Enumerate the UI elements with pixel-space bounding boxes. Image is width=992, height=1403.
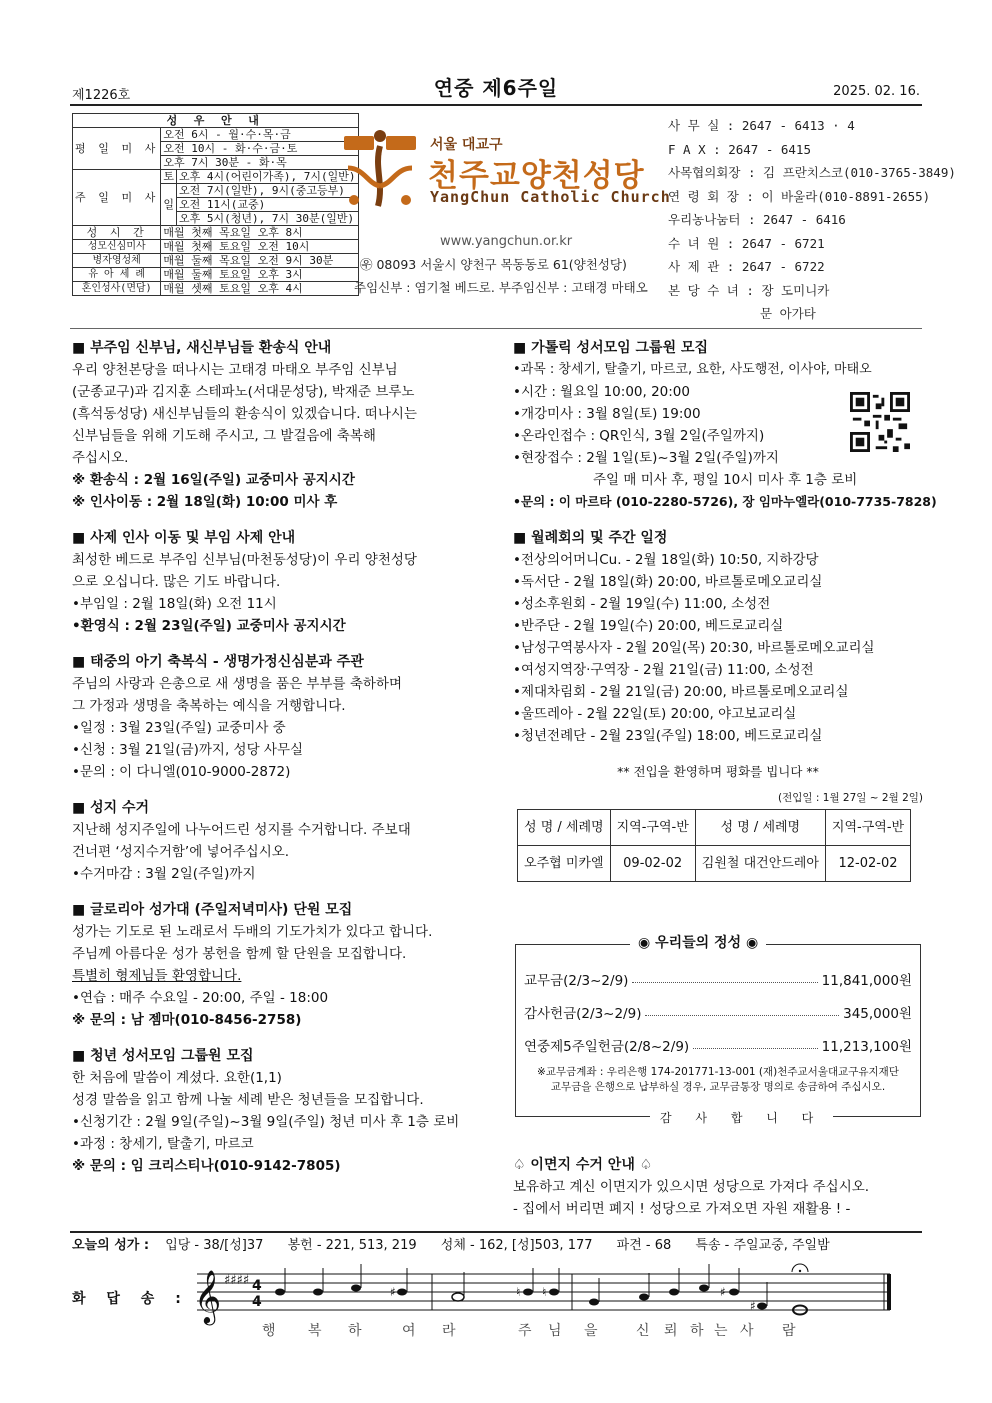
list-item: •남성구역봉사자 - 2월 20일(목) 20:30, 바르톨로메오교리실 (513, 640, 875, 656)
table-header: 지역-구역-반 (610, 810, 695, 846)
header-divider (70, 104, 922, 106)
row-label: 성모신심미사 (73, 240, 161, 254)
text-line: •부임일 : 2월 18일(화) 오전 11시 (72, 596, 277, 612)
contact-line: 사 무 실 : 2647 - 6413 · 4 (668, 118, 855, 133)
schedule-line: 오전 10시 - 화·수·금·토 (161, 142, 358, 156)
offering-label: 감사헌금(2/3~2/9) (524, 1006, 642, 1022)
account-note: 교무금을 은행으로 납부하실 경우, 교무금통장 명의로 송금하여 주십시오. (550, 1081, 886, 1093)
section-title: ■ 성지 수거 (72, 800, 150, 816)
text-line: 주일 매 미사 후, 평일 10시 미사 후 1층 로비 (593, 472, 858, 488)
palm-collection-section (72, 797, 482, 885)
text-line: 주님의 사랑과 은총으로 새 생명을 품은 부부를 축하하며 (72, 676, 402, 692)
hymn-dismissal: 파견 - 68 (616, 1238, 672, 1253)
contact-line: 우리농나눔터 : 2647 - 6416 (668, 212, 846, 227)
text-line: ※ 문의 : 임 크리스티나(010-9142-7805) (72, 1158, 341, 1174)
address: ㉾ 08093 서울시 양천구 목동동로 61(양천성당) (360, 257, 627, 272)
lyric-syllable: 을 (584, 1323, 598, 1339)
website-link[interactable]: www.yangchun.or.kr (440, 234, 573, 249)
text-line: •환영식 : 2월 23일(주일) 교중미사 공지시간 (72, 618, 346, 634)
issue-number: 제1226호 (72, 88, 131, 103)
svg-text:♯: ♯ (390, 1285, 396, 1299)
hymn-special: 특송 - 주일교중, 주일밤 (695, 1238, 830, 1253)
psalm-label: 화 답 송 : (72, 1291, 189, 1307)
lyric-syllable: 하 (690, 1323, 704, 1339)
text-line: •수거마감 : 3월 2일(주일)까지 (72, 866, 256, 882)
schedule-line: 오전 11시(교중) (177, 198, 359, 212)
text-line: - 집에서 버리면 폐지 ! 성당으로 가져오면 자원 재활용 ! - (513, 1201, 851, 1217)
table-header: 성 명 / 세례명 (518, 810, 611, 846)
lyric-syllable: 라 (442, 1323, 456, 1339)
text-line: •일정 : 3월 23일(주일) 교중미사 중 (72, 720, 286, 736)
choir-section (72, 899, 482, 1031)
farewell-section (72, 337, 482, 513)
sunday-mass-label: 주 일 미 사 (73, 170, 161, 226)
weekday-mass-label: 평 일 미 사 (73, 128, 161, 170)
offering-title: ◉ 우리들의 정성 ◉ (630, 932, 766, 952)
lyric-syllable: 님 (548, 1323, 562, 1339)
list-item: •청년전례단 - 2월 23일(주일) 18:00, 베드로교리실 (513, 728, 823, 744)
newcomer-table (517, 809, 911, 882)
lyric-syllable: 하 (348, 1323, 362, 1339)
welcome-period: (전입일 : 1월 27일 ~ 2월 2일) (778, 792, 923, 804)
youth-bible-section (72, 1045, 482, 1177)
offering-rows (524, 969, 912, 1095)
hymn-communion: 성체 - 162, [성]503, 177 (440, 1238, 593, 1253)
text-line: •문의 : 이 마르타 (010-2280-5726), 장 임마누엘라(010-7735-7828) (513, 494, 937, 509)
offering-label: 교무금(2/3~2/9) (524, 973, 629, 989)
dot-leader (693, 1041, 817, 1049)
text-line: ※ 문의 : 남 젬마(010-8456-2758) (72, 1012, 302, 1028)
svg-text:4: 4 (252, 1294, 262, 1310)
text-line: 보유하고 계신 이면지가 있으시면 성당으로 가져다 주십시오. (513, 1179, 870, 1195)
text-line: (흑석동성당) 새신부님들의 환송식이 있겠습니다. 떠나시는 (72, 406, 417, 422)
schedule-line: 오후 7시 30분 - 화·목 (161, 156, 358, 170)
mass-schedule-table (72, 113, 359, 296)
left-column (72, 337, 482, 1191)
svg-text:♯: ♯ (720, 1285, 726, 1299)
hymn-entry: 입당 - 38/[성]37 (165, 1238, 264, 1253)
schedule-line: 매월 둘째 목요일 오전 9시 30분 (161, 254, 358, 268)
paper-collection-section (513, 1154, 923, 1220)
svg-text:𝄞: 𝄞 (194, 1269, 222, 1323)
text-line: •현장접수 : 2월 1일(토)~3월 2일(주일)까지 (513, 450, 779, 466)
lyric-syllable: 여 (402, 1323, 416, 1339)
text-line: 그 가정과 생명을 축복하는 예식을 거행합니다. (72, 698, 346, 714)
saturday-marker: 토 (161, 170, 177, 184)
text-line: 성경 말씀을 읽고 함께 나눌 세례 받은 청년들을 모집합니다. (72, 1092, 424, 1108)
svg-text:♮: ♮ (542, 1285, 547, 1299)
text-line: 한 처음에 말씀이 계셨다. 요한(1,1) (72, 1070, 282, 1086)
qr-code-icon[interactable] (850, 392, 910, 452)
lyric-syllable: 주 (518, 1323, 532, 1339)
text-line: (군종교구)과 김지훈 스테파노(서대문성당), 박재준 브루노 (72, 384, 415, 400)
row-label: 유 아 세 례 (73, 268, 161, 282)
issue-date: 2025. 02. 16. (833, 84, 920, 99)
list-item: •울뜨레아 - 2월 22일(토) 20:00, 야고보교리실 (513, 706, 797, 722)
text-line: •신청기간 : 2월 9일(주일)~3월 9일(주일) 청년 미사 후 1층 로비 (72, 1114, 460, 1130)
new-priest-section (72, 527, 482, 637)
table-cell: 오주협 미카엘 (518, 846, 611, 882)
text-line: •온라인접수 : QR인식, 3월 2일(주일까지) (513, 428, 765, 444)
text-line: 신부님들을 위해 기도해 주시고, 그 발걸음에 축복해 (72, 428, 376, 444)
schedule-line: 오전 6시 - 월·수·목·금 (161, 128, 358, 142)
table-header: 지역-구역-반 (825, 810, 910, 846)
section-title: ■ 태중의 아기 축복식 - 생명가정신심분과 주관 (72, 654, 364, 670)
baby-blessing-section (72, 651, 482, 783)
church-logo-icon (344, 128, 416, 208)
list-item: •전상의어머니Cu. - 2월 18일(화) 10:50, 지하강당 (513, 552, 819, 568)
sunday-marker: 일 (161, 184, 177, 226)
text-line: •문의 : 이 다니엘(010-9000-2872) (72, 764, 291, 780)
thanks-text: 감 사 합 니 다 (650, 1109, 833, 1126)
table-cell: 09-02-02 (610, 846, 695, 882)
list-item: •여성지역장·구역장 - 2월 21일(금) 11:00, 소성전 (513, 662, 814, 678)
hymn-offertory: 봉헌 - 221, 513, 219 (287, 1238, 417, 1253)
contact-line: 사목협의회장 : 김 프란치스코(010-3765-3849) (668, 165, 956, 180)
page-title: 연중 제6주일 (433, 76, 559, 100)
section-title: ■ 사제 인사 이동 및 부임 사제 안내 (72, 530, 296, 546)
lyric-syllable: 뢰 (664, 1323, 678, 1339)
schedule-line: 매월 첫째 토요일 오전 10시 (161, 240, 358, 254)
text-line: 주십시오. (72, 450, 129, 466)
schedule-line: 오후 4시(어린이가족), 7시(일반) (177, 170, 359, 184)
text-line: 건너편 ‘성지수거함’에 넣어주십시오. (72, 844, 290, 860)
offering-amount: 11,213,100원 (821, 1039, 912, 1055)
weekly-schedule-section (513, 527, 923, 747)
lyric-syllable: 람 (782, 1323, 796, 1339)
lyric-syllable: 사 (740, 1323, 754, 1339)
text-line: ※ 인사이동 : 2월 18일(화) 10:00 미사 후 (72, 494, 338, 510)
dot-leader (645, 1008, 839, 1016)
text-line: ※ 환송식 : 2월 16일(주일) 교중미사 공지시간 (72, 472, 355, 488)
list-item: •독서단 - 2월 18일(화) 20:00, 바르톨로메오교리실 (513, 574, 823, 590)
text-line: •개강미사 : 3월 8일(토) 19:00 (513, 406, 701, 422)
text-line: •과목 : 창세기, 탈출기, 마르코, 요한, 사도행전, 이사야, 마태오 (513, 362, 872, 377)
section-title: ■ 부주임 신부님, 새신부님들 환송식 안내 (72, 340, 332, 356)
section-title: ■ 가톨릭 성서모임 그룹원 모집 (513, 340, 709, 356)
offering-row (524, 1002, 912, 1022)
text-line: 지난해 성지주일에 나누어드린 성지를 수거합니다. 주보대 (72, 822, 411, 838)
logo-subtitle: 서울 대교구 (430, 137, 503, 153)
section-title: ♤ 이면지 수거 안내 ♤ (513, 1157, 653, 1173)
footer-divider (70, 1231, 922, 1233)
text-line: 주님께 아름다운 성가 봉헌을 함께 할 단원을 모집합니다. (72, 946, 407, 962)
text-line: •연습 : 매주 수요일 - 20:00, 주일 - 18:00 (72, 990, 329, 1006)
schedule-line: 매월 셋째 토요일 오후 4시 (161, 282, 358, 296)
offering-amount: 11,841,000원 (821, 973, 912, 989)
offering-row (524, 969, 912, 989)
svg-text:♯♯♯♯: ♯♯♯♯ (224, 1273, 250, 1288)
offering-label: 연중제5주일헌금(2/8~2/9) (524, 1039, 690, 1055)
text-line: 특별히 형제님들 환영합니다. (72, 968, 242, 984)
logo-title: 천주교양천성당 (428, 158, 645, 194)
list-item: •반주단 - 2월 19일(수) 20:00, 베드로교리실 (513, 618, 784, 634)
schedule-line: 매월 첫째 목요일 오후 8시 (161, 226, 358, 240)
table-cell: 12-02-02 (825, 846, 910, 882)
contact-line: 사 제 관 : 2647 - 6722 (668, 259, 825, 274)
contact-line: 수 녀 원 : 2647 - 6721 (668, 235, 825, 251)
schedule-line: 오전 7시(일반), 9시(중고등부) (177, 184, 359, 198)
text-line: •신청 : 3월 21일(금)까지, 성당 사무실 (72, 742, 304, 758)
offering-box (515, 944, 921, 1117)
schedule-line: 오후 5시(청년), 7시 30분(일반) (177, 212, 359, 226)
row-label: 혼인성사(면담) (73, 282, 161, 296)
text-line: •시간 : 월요일 10:00, 20:00 (513, 384, 690, 400)
table-header: 성 명 / 세례명 (695, 810, 825, 846)
mass-table-caption: 성 우 안 내 (73, 114, 359, 128)
contact-list (668, 114, 956, 326)
account-note: ※교무금계좌 : 우리은행 174-201771-13-001 (재)천주교서울대교구유지재단 (537, 1066, 899, 1078)
lyric-syllable: 는 (714, 1323, 728, 1339)
hymn-label: 오늘의 성가 : (72, 1238, 150, 1253)
text-line: 으로 오십니다. 많은 기도 바랍니다. (72, 574, 281, 590)
contact-line: 연 령 회 장 : 이 바울라(010-8891-2655) (668, 188, 931, 204)
welcome-text: ** 전입을 환영하며 평화를 빕니다 ** (617, 764, 819, 779)
dot-leader (632, 975, 817, 983)
row-label: 병자영성체 (73, 254, 161, 268)
text-line: 성가는 기도로 된 노래로서 두배의 기도가치가 있다고 합니다. (72, 924, 433, 940)
logo-english: YangChun Catholic Church (430, 188, 671, 206)
section-divider (70, 328, 922, 329)
hymn-list (72, 1234, 830, 1253)
text-line: •과정 : 창세기, 탈출기, 마르코 (72, 1136, 254, 1152)
text-line: 우리 양천본당을 떠나시는 고태경 마태오 부주임 신부님 (72, 362, 398, 378)
contact-line: 본 당 수 녀 : 장 도미니카 (668, 282, 830, 298)
table-cell: 김원철 대건안드레아 (695, 846, 825, 882)
svg-text:4: 4 (252, 1278, 262, 1294)
list-item: •성소후원회 - 2월 19일(수) 11:00, 소성전 (513, 596, 771, 612)
priests: 주임신부 : 염기철 베드로. 부주임신부 : 고태경 마태오 (354, 280, 648, 295)
section-title: ■ 월례회의 및 주간 일정 (513, 530, 668, 546)
section-title: ■ 청년 성서모임 그룹원 모집 (72, 1048, 254, 1064)
list-item: •제대차림회 - 2월 21일(금) 20:00, 바르톨로메오교리실 (513, 684, 849, 700)
svg-text:♮: ♮ (516, 1285, 521, 1299)
svg-text:♯: ♯ (750, 1299, 756, 1313)
offering-row (524, 1035, 912, 1055)
section-title: ■ 글로리아 성가대 (주일저녁미사) 단원 모집 (72, 902, 353, 918)
schedule-line: 매월 둘째 토요일 오후 3시 (161, 268, 358, 282)
contact-line: 문 아가타 (760, 306, 816, 321)
contact-line: F A X : 2647 - 6415 (668, 141, 811, 157)
row-label: 성 시 간 (73, 226, 161, 240)
lyric-syllable: 행 (262, 1323, 276, 1339)
offering-amount: 345,000원 (843, 1006, 912, 1022)
lyric-syllable: 복 (308, 1323, 322, 1339)
lyric-syllable: 신 (636, 1323, 650, 1339)
text-line: 최성한 베드로 부주임 신부님(마천동성당)이 우리 양천성당 (72, 552, 417, 568)
